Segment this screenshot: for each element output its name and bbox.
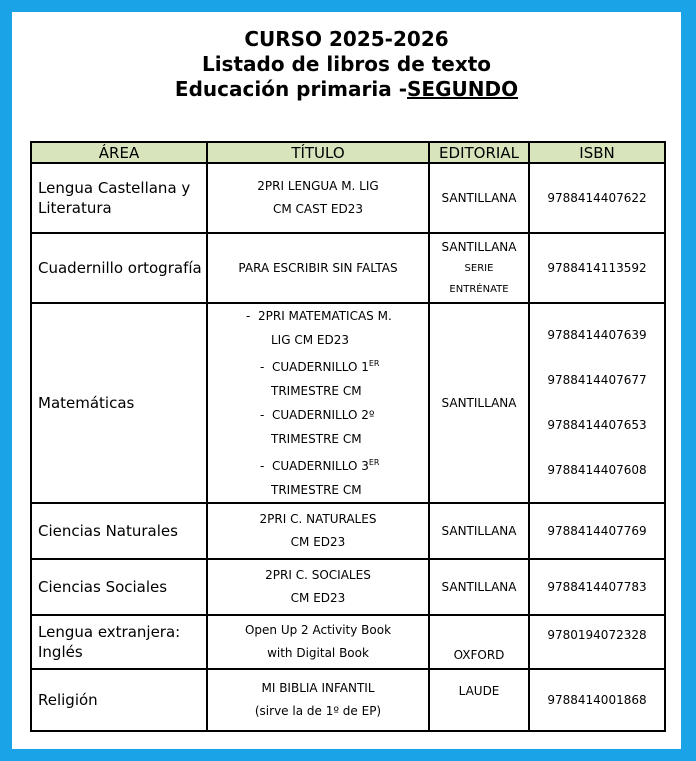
table-row: [31, 303, 665, 503]
area-cell: Cuadernillo ortografía: [31, 233, 207, 303]
area-cell: Lengua extranjera: Inglés: [31, 615, 207, 669]
area-cell: Religión: [31, 669, 207, 731]
area-cell: Ciencias Sociales: [31, 559, 207, 615]
isbn-cell: 9788414407769: [529, 503, 665, 559]
table-row: [31, 163, 665, 233]
header-titulo: TÍTULO: [207, 142, 429, 163]
list-item: - CUADERNILLO 1ER: [260, 359, 380, 374]
header-isbn: ISBN: [529, 142, 665, 163]
isbn-cell: 9788414113592: [529, 233, 665, 303]
isbn-cell: 9780194072328: [529, 615, 665, 669]
table-row: [31, 503, 665, 559]
list-item: - CUADERNILLO 3ER: [260, 458, 380, 473]
table-row: [31, 615, 665, 669]
document-page: [12, 12, 681, 749]
document-heading: [12, 27, 681, 102]
titulo-cell: - 2PRI MATEMATICAS M. LIG CM ED23 - CUADERNILLO 1ER TRIMESTRE CM - CUADERNILLO 2º TRIMESTRE CM - CUADERNILLO 3ER TRIMESTRE CM: [207, 303, 429, 503]
list-item: - 2PRI MATEMATICAS M.: [246, 309, 392, 323]
table-row: [31, 559, 665, 615]
table-header-row: [31, 142, 665, 163]
titulo-cell: PARA ESCRIBIR SIN FALTAS: [207, 233, 429, 303]
titulo-cell: 2PRI C. SOCIALES CM ED23: [207, 559, 429, 615]
table-row: [31, 233, 665, 303]
area-cell: Lengua Castellana y Literatura: [31, 163, 207, 233]
area-cell: Matemáticas: [31, 303, 207, 503]
isbn-cell: 9788414001868: [529, 669, 665, 731]
titulo-cell: Open Up 2 Activity Book with Digital Book: [207, 615, 429, 669]
editorial-cell: SANTILLANA SERIE ENTRÉNATE: [429, 233, 529, 303]
table-row: [31, 669, 665, 731]
editorial-cell: SANTILLANA: [429, 559, 529, 615]
course-title: CURSO 2025-2026: [244, 27, 449, 51]
header-area: ÁREA: [31, 142, 207, 163]
titulo-cell: 2PRI C. NATURALES CM ED23: [207, 503, 429, 559]
area-cell: Ciencias Naturales: [31, 503, 207, 559]
editorial-cell: SANTILLANA: [429, 303, 529, 503]
titulo-cell: MI BIBLIA INFANTIL (sirve la de 1º de EP): [207, 669, 429, 731]
level-title: Educación primaria -SEGUNDO: [174, 77, 519, 101]
isbn-cell: 9788414407622: [529, 163, 665, 233]
list-title: Listado de libros de texto: [201, 52, 492, 76]
editorial-cell: OXFORD: [429, 615, 529, 669]
editorial-cell: LAUDE: [429, 669, 529, 731]
books-table: [30, 141, 666, 732]
grade-label: SEGUNDO: [407, 77, 519, 101]
list-item: - CUADERNILLO 2º: [260, 408, 375, 422]
editorial-cell: SANTILLANA: [429, 503, 529, 559]
isbn-cell: 9788414407639 9788414407677 9788414407653 9788414407608: [529, 303, 665, 503]
editorial-cell: SANTILLANA: [429, 163, 529, 233]
header-editorial: EDITORIAL: [429, 142, 529, 163]
isbn-cell: 9788414407783: [529, 559, 665, 615]
titulo-cell: 2PRI LENGUA M. LIG CM CAST ED23: [207, 163, 429, 233]
